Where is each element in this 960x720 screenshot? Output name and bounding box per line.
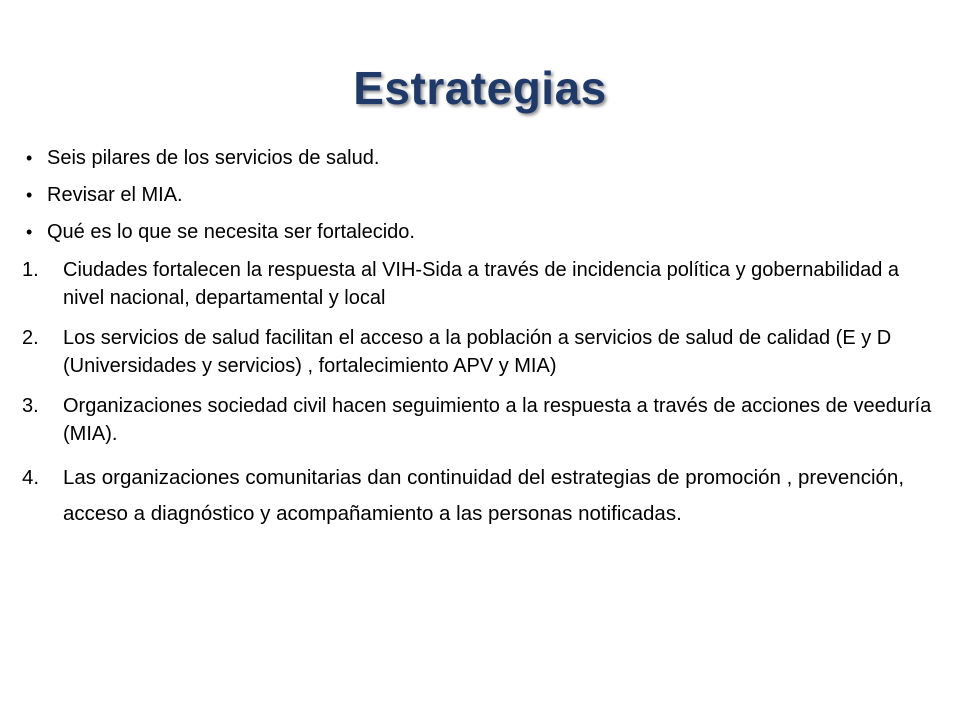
item-text: Las organizaciones comunitarias dan continuidad del estrategias de promoción , prevención, acceso a diagnóstico y acompañamiento a las personas notificadas.	[63, 466, 905, 525]
bullet-text: Revisar el MIA.	[47, 184, 183, 206]
numbered-list	[22, 256, 932, 532]
bullet-dot-icon: •	[26, 222, 33, 242]
numbered-item	[22, 460, 932, 532]
item-text: Los servicios de salud facilitan el acceso a la población a servicios de salud de calidad (E y D (Universidades y servicios) , fortalecimiento APV y MIA)	[63, 327, 892, 377]
item-text: Ciudades fortalecen la respuesta al VIH-Sida a través de incidencia política y gobernabilidad a nivel nacional, departamental y local	[63, 259, 900, 309]
slide-title: Estrategias	[353, 62, 607, 114]
bullet-item	[22, 182, 932, 208]
bullet-list	[22, 145, 932, 245]
numbered-item	[22, 324, 932, 380]
bullet-text: Seis pilares de los servicios de salud.	[47, 147, 380, 169]
item-text: Organizaciones sociedad civil hacen seguimiento a la respuesta a través de acciones de veeduría (MIA).	[63, 395, 932, 445]
item-number: 1.	[22, 259, 39, 281]
item-number: 4.	[22, 466, 40, 489]
bullet-dot-icon: •	[26, 148, 33, 168]
bullet-dot-icon: •	[26, 185, 33, 205]
bullet-item	[22, 145, 932, 171]
slide-content	[22, 145, 932, 544]
item-number: 3.	[22, 395, 39, 417]
numbered-item	[22, 256, 932, 312]
bullet-item	[22, 219, 932, 245]
bullet-text: Qué es lo que se necesita ser fortalecido.	[47, 221, 415, 243]
numbered-item	[22, 392, 932, 448]
item-number: 2.	[22, 327, 39, 349]
